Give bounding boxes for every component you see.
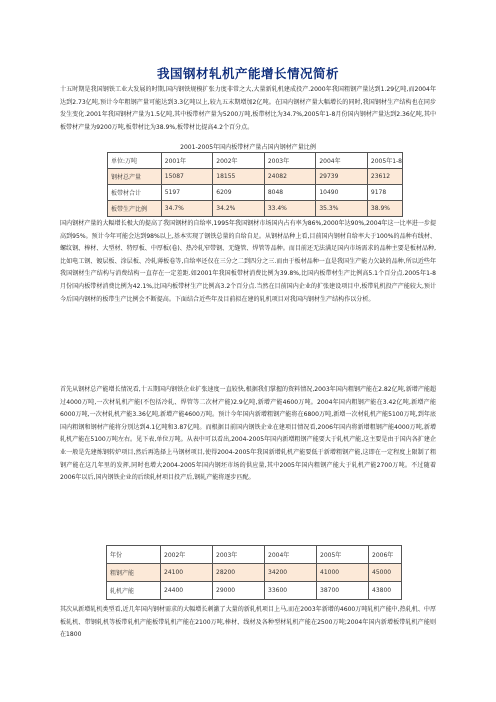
table-cell: 轧机产能 [107,582,161,600]
table-cell: 23612 [367,169,402,185]
table-cell: 6209 [213,185,265,201]
table-cell: 38.9% [367,201,402,217]
table-header-cell: 2005年 [317,546,369,564]
table-header-cell: 2003年 [264,153,316,169]
table-cell: 10490 [316,185,368,201]
table-cell: 15087 [161,169,213,185]
table-cell: 41000 [317,564,369,582]
table-cell: 34200 [265,564,317,582]
table-header-row [108,153,403,169]
table1-caption: 2001-2005年国内板带材产量占国内钢材产量比例 [180,144,316,151]
table-cell: 29000 [213,582,265,600]
table-header-row [107,546,402,564]
table-cell: 粗钢产能 [107,564,161,582]
table-capacity [106,545,402,600]
table-header-cell: 2006年 [369,546,402,564]
table-row [108,169,403,185]
table-cell: 18155 [213,169,265,185]
table-header-cell: 2002年 [161,546,213,564]
table-cell: 5197 [161,185,213,201]
table-cell: 43800 [369,582,402,600]
table-cell: 钢材总产量 [108,169,162,185]
table-cell: 34.7% [161,201,213,217]
paragraph-3: 首先从钢材总产能增长情况看,十五期国内钢铁企业扩张速度一直较快,根据我们掌握的资料情况,2003年国内粗钢产能在2.82亿吨,新增产能超过4000万吨,一次材轧机产能(不包括冷轧、焊管等二次材产能)2.9亿吨,新增产能4600万吨。2004年国内粗钢产能在3.42亿吨,新增产能6000万吨,一次材轧机产能3.36亿吨,新增产能4600万吨。预计今年国内新增粗钢产能将在6800万吨,新增一次材轧机产能5100万吨,到年底国内粗钢和钢材产能将分别达到4.1亿吨和3.87亿吨。而根据目前国内钢铁企业在建项目情况看,2006年国内将新增粗钢产能4000万吨,新增轧机产能在5100万吨左右。见下表,单位万吨。从表中可以看出,2004-2005年国内新增粗钢产能要大于轧机产能,这主要是由于国内各扩建企业一般是先建炼钢转炉项目,然后再选择上马钢材项目,使得2004-2005年我国新增轧机产能要低于新增粗钢产能,这即在一定程度上限制了粗钢产能在这几年里的发挥,同时也增大2004-2005年国内钢坯市场的供应量,其中2005年国内粗钢产能大于轧机产能2700万吨。不过随着2006年以后,国内钢铁企业的后续轧材项目投产后,钢轧产能将逐步匹配。 [60,386,436,482]
table-header-cell: 2002年 [213,153,265,169]
table-cell: 板带生产比例 [108,201,162,217]
table-cell: 33600 [265,582,317,600]
table-cell: 24400 [161,582,213,600]
table-cell: 24100 [161,564,213,582]
table-header-cell: 2004年 [316,153,368,169]
table-header-cell: 2005年1-8 [367,153,402,169]
table-cell: 9178 [367,185,402,201]
paragraph-1: 十五时期是我国钢铁工业大发展的时期,国内钢铁规模扩张力度非常之大,大量新轧机建成投产.2000年我国粗钢产量达到1.29亿吨,而2004年达到2.73亿吨,预计今年粗钢产量可能达到3.3亿吨以上,较九五末期增加2亿吨。在国内钢材产量大幅增长的同时,我国钢材生产结构也在同步发生变化.2001年我国钢材产量为1.5亿吨,其中板带材产量为5200万吨,板带材比为34.7%,2005年1-8月份国内钢材产量达到2.36亿吨,其中板带材产量为9200万吨,板带材比为38.9%,板带材比提高4.2个百分点。 [60,86,436,131]
table-cell: 33.4% [264,201,316,217]
table-cell: 24082 [264,169,316,185]
table-row [108,201,403,217]
table-plate-ratio [107,152,403,217]
table-cell: 8048 [264,185,316,201]
table-row [107,582,402,600]
table-cell: 34.2% [213,201,265,217]
table-cell: 28200 [213,564,265,582]
table-cell: 29739 [316,169,368,185]
table-header-cell: 2003年 [213,546,265,564]
paragraph-4: 其次从新增轧机类型看,近几年国内钢材需求的大幅增长刺激了大量的新轧机项目上马,而在2003年新增的4600万吨轧机产能中,热轧机、中厚板轧机、带钢轧机等板带轧机产能板带轧机产能在2100万吨,棒材、线材及各种型材轧机产能在2500万吨;2004年国内新增板带轧机产能则在1800 [60,606,436,639]
table-row [108,185,403,201]
table-cell: 35.3% [316,201,368,217]
table-header-cell: 单位:万吨 [108,153,162,169]
table-cell: 45000 [369,564,402,582]
table-header-cell: 年份 [107,546,161,564]
paragraph-2: 国内钢材产量的大幅增长极大的提高了我国钢材的自给率,1995年我国钢材市场国内占有率为86%,2000年达90%,2004年这一比率进一步提高到95%。预计今年可能会达到98%以上,基本实现了钢铁总量的自给自足。从钢材品种上看,目前国内钢材自给率大于100%的品种有线材、螺纹钢、棒材、大型材、特厚板、中厚板(卷)、热冷轧窄带钢、无缝管、焊管等品种。而目前还无法满足国内市场需求的品种主要是板材品种,比如电工钢、镀层板、涂层板、冷轧薄板卷等,自给率还仅在三分之二到四分之三.而由于板材品种一直是我国生产能力欠缺的品种,所以近些年我国钢材生产结构与消费结构一直存在一定差距.如2001年我国板带材消费比例为39.8%,比国内板带材生产比例高5.1个百分点.2005年1-8月份国内板带材消费比例为42.1%,比国内板带材生产比例高3.2个百分点.当然在目前国内企业的扩张建设项目中,板带轧机投产产能较大,预计今后国内钢材的板带生产比例会不断提高。下面结合近些年及目前拟在建的轧机项目对我国内钢材生产结构作以分析。 [60,220,436,303]
table-row [107,564,402,582]
document-title: 我国钢材轧机产能增长情况简析 [156,66,339,81]
table-header-cell: 2001年 [161,153,213,169]
table-header-cell: 2004年 [265,546,317,564]
table-cell: 38700 [317,582,369,600]
table-cell: 板带材合计 [108,185,162,201]
